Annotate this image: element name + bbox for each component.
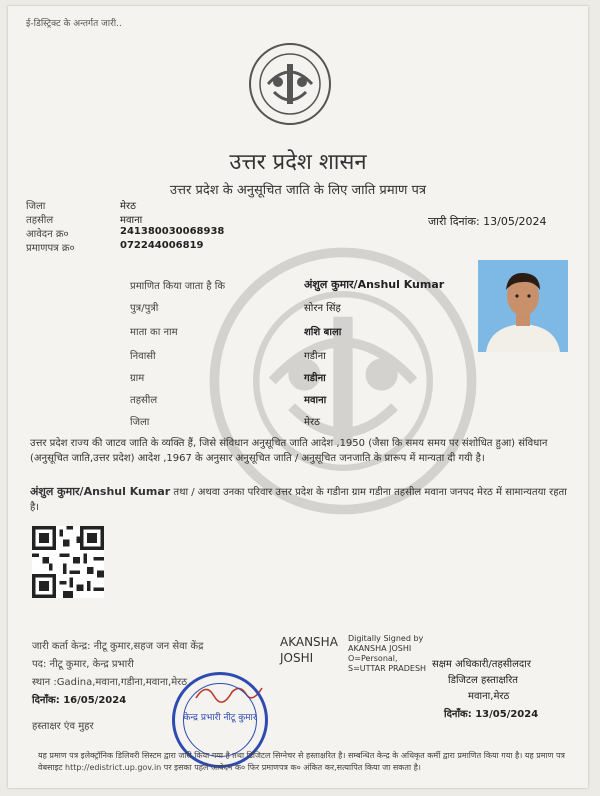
digital-signer-line2: JOSHI	[280, 651, 314, 665]
son-of-label: पुत्र/पुत्री	[130, 303, 159, 314]
district-label: जिला	[26, 201, 46, 212]
application-no-label: आवेदन क्र०	[26, 229, 69, 240]
qr-code	[32, 526, 104, 598]
certificate-no-label: प्रमाणपत्र क्र०	[26, 243, 75, 254]
tehsil-value: मवाना	[120, 215, 143, 226]
resident-label: निवासी	[130, 351, 156, 362]
up-emblem-logo	[248, 42, 332, 126]
details-district-value: मेरठ	[304, 417, 320, 428]
issuer-center: जारी कर्ता केन्द्र: नीटू कुमार,सहज जन सेवा केंद्र	[32, 641, 204, 652]
resident-value: गडीना	[304, 351, 326, 362]
applicant-photo	[478, 260, 568, 352]
stamp-text: केन्द्र प्रभारी नीटू कुमार	[183, 713, 257, 723]
certificate-title: उत्तर प्रदेश शासन	[229, 150, 367, 175]
tehsil-label: तहसील	[26, 215, 54, 226]
officer-title: सक्षम अधिकारी/तहसीलदार	[432, 659, 531, 670]
issuer-post: पद: नीटू कुमार, केन्द्र प्रभारी	[32, 659, 134, 670]
header-note: ई-डिस्ट्रिक्ट के अन्तर्गत जारी..	[26, 19, 122, 29]
mother-name: शशि बाला	[304, 327, 342, 338]
father-name: सोरन सिंह	[304, 303, 341, 314]
residence-paragraph	[30, 484, 570, 515]
officer-place: मवाना,मेरठ	[468, 691, 510, 702]
digital-signer-line1: AKANSHA	[280, 635, 338, 649]
certify-label: प्रमाणित किया जाता है कि	[130, 281, 226, 292]
digital-signature-details: Digitally Signed by AKANSHA JOSHI O=Personal, S=UTTAR PRADESH	[348, 634, 427, 673]
issuer-date: दिनाँक: 16/05/2024	[32, 695, 127, 706]
application-no-value: 241380030068938	[120, 226, 225, 237]
footer-note: यह प्रमाण पत्र इलेक्ट्रॉनिक डिलिवरी सिस्टम द्वारा जारी किया गया है तथा डिजिटल सिग्नेचर से हस्ताक्षरित है। सम्बन्धित केन्द्र के अधिकृत कर्मी द्वारा प्रमाणित किया गया है। यह प्रमाण पत्र वेबसाइट http://edistrict.up.gov.in पर इसका पहले आवेदन क० फिर प्रमाणपत्र क० अंकित कर,सत्यापित किया जा सकता है।	[38, 751, 565, 772]
certificate-page	[8, 6, 588, 788]
officer-date: दिनाँक: 13/05/2024	[444, 709, 539, 720]
details-tehsil-value: मवाना	[304, 395, 327, 406]
district-value: मेरठ	[120, 201, 136, 212]
applicant-name: अंशुल कुमार/Anshul Kumar	[304, 278, 445, 291]
digital-signer-name	[280, 634, 338, 666]
certificate-subtitle: उत्तर प्रदेश के अनुसूचित जाति के लिए जाति प्रमाण पत्र	[169, 183, 427, 198]
issuer-place: स्थान :Gadina,मवाना,गडीना,मवाना,मेरठ	[32, 677, 188, 688]
caste-statement-paragraph: उत्तर प्रदेश राज्य की जाटव जाति के व्यक्ति हैं, जिसे संविधान अनुसूचित जाति आदेश ,1950 (जैसा कि समय समय पर संशोधित हुआ) संविधान (अनुसूचित जाति,उत्तर प्रदेश) आदेश ,1967 के अनुसार अनुसूचित जाति / अनुसूचित जनजाति के प्रारूप में मान्यता दी गयी है।	[30, 438, 548, 464]
details-district-label: जिला	[130, 417, 150, 428]
residence-text: तथा / अथवा उनका परिवार उत्तर प्रदेश के गडीना ग्राम गडीना तहसील मवाना जनपद मेरठ में सामान्यतया रहता है।	[30, 487, 567, 513]
officer-sub: डिजिटल हस्ताक्षरित	[448, 675, 518, 686]
issuer-sign-label: हस्ताक्षर एंव मुहर	[32, 721, 94, 732]
issue-date: जारी दिनांक: 13/05/2024	[428, 215, 547, 228]
mother-label: माता का नाम	[130, 327, 178, 338]
village-value: गडीना	[304, 373, 326, 384]
village-label: ग्राम	[130, 373, 145, 384]
certificate-no-value: 072244006819	[120, 240, 204, 251]
details-tehsil-label: तहसील	[130, 395, 158, 406]
residence-name: अंशुल कुमार/Anshul Kumar	[30, 485, 171, 498]
